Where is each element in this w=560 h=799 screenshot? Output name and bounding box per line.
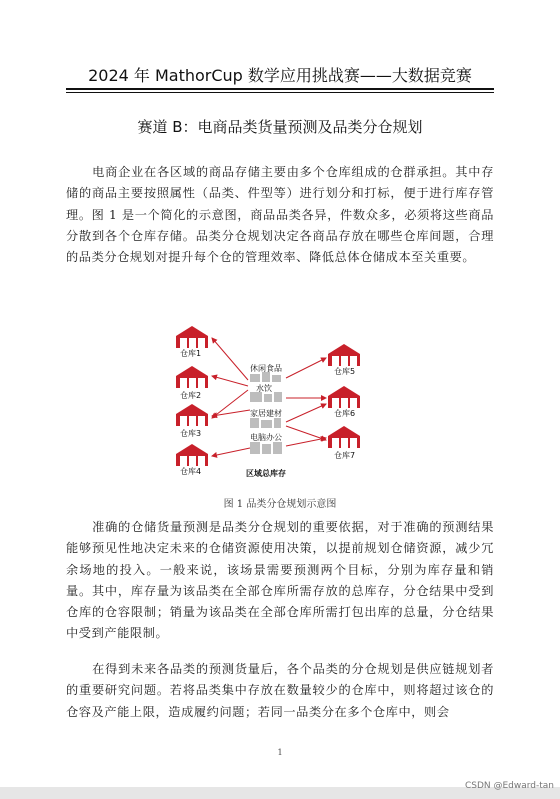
paragraph-2-text: 准确的仓储货量预测是品类分仓规划的重要依据，对于准确的预测结果能够预见性地决定未来的仓储资源使用决策，以提前规划仓储资源，减少冗余场地的投入。一般来说，该场景需要预测两个目标，分别为库存量和销量。其中，库存量为该品类在全部仓库所需存放的总库存，分仓结果中受到仓库的仓容限制；销量为该品类在全部仓库所需打包出库的总量，分仓结果中受到产能限制。 [66, 520, 494, 641]
warehouse-label: 仓库3 [180, 429, 202, 438]
warehouse-label: 仓库6 [334, 409, 356, 418]
paragraph-3-text: 在得到未来各品类的预测货量后，各个品类的分仓规划是供应链规划者的重要研究问题。若将品类集中存放在数量较少的仓库中，则将超过该仓的仓容及产能上限，造成履约问题；若同一品类分在多个仓库中，则会 [66, 662, 494, 719]
warehouse-icon [328, 426, 360, 448]
paragraph-2 [66, 517, 494, 645]
page-number: 1 [277, 748, 283, 757]
warehouse-icon [328, 344, 360, 366]
warehouse-label: 仓库7 [334, 451, 356, 460]
figure-caption: 图 1 品类分仓规划示意图 [223, 499, 337, 510]
warehouse-label: 仓库1 [180, 349, 202, 358]
warehouse-icon [176, 444, 208, 466]
category-label: 家居建材 [250, 409, 282, 418]
warehouse-label: 仓库5 [334, 367, 356, 376]
category-label: 电脑办公 [250, 433, 282, 442]
category-label: 水饮 [256, 384, 272, 393]
warehouse-allocation-figure [168, 320, 398, 490]
header-title: 2024 年 MathorCup 数学应用挑战赛——大数据竞赛 [88, 66, 472, 85]
warehouse-icon [176, 326, 208, 348]
warehouse-label: 仓库2 [180, 391, 202, 400]
document-title: 赛道 B：电商品类货量预测及品类分仓规划 [137, 118, 423, 136]
warehouse-icon [176, 404, 208, 426]
warehouse-icon [176, 366, 208, 388]
paragraph-1-text: 电商企业在各区域的商品存储主要由多个仓库组成的仓群承担。其中存储的商品主要按照属性（品类、件型等）进行划分和打标，便于进行库存管理。图 1 是一个简化的示意图，商品品类各异，件数众多，必须将这些商品分散到各个仓库存储。品类分仓规划决定各商品存放在哪些仓库间题，合理的品类分仓规划对提升每个仓的管理效率、降低总体仓储成本至关重要。 [66, 165, 494, 265]
warehouse-icon [328, 386, 360, 408]
figure-svg [168, 320, 398, 490]
watermark: CSDN @Edward-tan [464, 781, 554, 791]
center-inventory-label: 区域总库存 [246, 469, 286, 478]
header-rule-thick [66, 88, 494, 90]
header-rule-thin [66, 92, 494, 93]
paragraph-1 [66, 162, 494, 268]
paragraph-3 [66, 659, 494, 723]
warehouse-label: 仓库4 [180, 467, 202, 476]
category-label: 休闲食品 [250, 364, 282, 373]
